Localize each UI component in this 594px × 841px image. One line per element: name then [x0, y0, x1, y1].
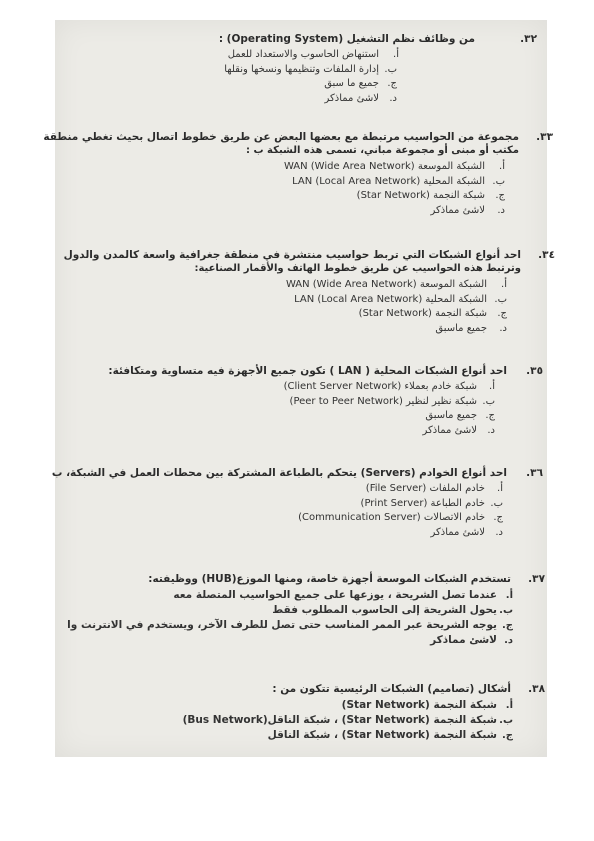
- question-33: [43, 130, 553, 218]
- option-letter: ج.: [501, 620, 513, 631]
- option: [55, 497, 547, 512]
- question-text: احد أنواع الشبكات المحلية ( LAN ) تكون جميع الأجهزة فيه متساوية ومتكافئة:: [108, 365, 507, 377]
- question-header: [55, 364, 547, 378]
- option: [55, 92, 547, 107]
- option: [55, 380, 547, 395]
- question-number: ٣٦.: [526, 467, 543, 479]
- options-list: [55, 160, 547, 218]
- option-text: شبكة النجمة (Star Network): [341, 699, 497, 711]
- option-letter: أ.: [505, 700, 513, 711]
- option-letter: د.: [495, 526, 503, 538]
- option: [55, 698, 547, 713]
- question-37: [55, 572, 547, 648]
- option-text: عندما تصل الشريحة ، يوزعها على جميع الحواسيب المتصلة معه: [173, 589, 497, 601]
- option-text: لاشئ مماذكر: [430, 634, 497, 646]
- question-text: احد أنواع الشبكات التي تربط حواسيب منتشرة في منطقة جغرافية واسعة كالمدن والدول: [63, 249, 521, 261]
- option-text: الشبكة المحلية LAN (Local Area Network): [294, 293, 487, 305]
- question-number: ٣٧.: [528, 573, 545, 585]
- question-text: مجموعة من الحواسيب مرتبطة مع بعضها البعض عن طريق خطوط اتصال بحيث تغطي منطقة: [43, 131, 519, 143]
- option-text: يوجه الشريحة عبر الممر المناسب حتى تصل للطرف الآخر، ويستخدم في الانترنت وا: [67, 619, 497, 631]
- question-number: ٣٥.: [526, 365, 543, 377]
- option: [55, 424, 547, 439]
- scanned-page: [43, 20, 555, 757]
- option-letter: د.: [389, 92, 397, 104]
- option: [55, 395, 547, 410]
- question-header: [55, 682, 547, 696]
- option: [55, 482, 547, 497]
- question-text: احد أنواع الخوادم (Servers) يتحكم بالطباعة المشتركة بين محطات العمل في الشبكة، ب: [51, 467, 507, 479]
- option-letter: ج.: [485, 410, 495, 421]
- options-list: [55, 380, 547, 438]
- question-text-continued: مكتب أو مبنى أو مجموعة مباني، تسمى هذه الشبكة ب :: [246, 145, 519, 156]
- option-text: جميع ما سبق: [324, 78, 379, 89]
- question-text: من وظائف نظم التشغيل (Operating System) :: [218, 33, 475, 45]
- option-letter: ب.: [499, 715, 513, 726]
- question-35: [55, 364, 547, 438]
- option: [55, 713, 547, 728]
- option-letter: أ.: [499, 161, 505, 172]
- option: [55, 322, 547, 337]
- option-text: يحول الشريحة إلى الحاسوب المطلوب فقط: [272, 604, 497, 616]
- option-letter: د.: [487, 424, 495, 436]
- option: [55, 48, 547, 63]
- option-letter: ج.: [495, 190, 505, 201]
- question-header: [55, 32, 547, 46]
- option-letter: ب.: [492, 175, 505, 187]
- option: [55, 160, 547, 175]
- question-34: [55, 248, 555, 336]
- question-number: ٣٣.: [536, 131, 553, 143]
- question-header: [51, 466, 547, 480]
- question-36: [51, 466, 547, 540]
- option-letter: ب.: [482, 395, 495, 407]
- option: [55, 526, 547, 541]
- option: [55, 603, 547, 618]
- option-letter: ج.: [493, 512, 503, 523]
- option-text: الشبكة المحلية LAN (Local Area Network): [292, 175, 485, 187]
- question-number: ٣٨.: [528, 683, 545, 695]
- question-text-continued: وترتبط هذه الحواسيب عن طريق خطوط الهاتف والأقمار الصناعية:: [194, 263, 521, 274]
- options-list: [55, 588, 547, 648]
- option: [55, 189, 547, 204]
- option-text: استنهاض الحاسوب والاستعداد للعمل: [227, 49, 379, 60]
- question-text: تستخدم الشبكات الموسعة أجهزة خاصة، ومنها الموزع(HUB) ووظيفته:: [148, 573, 511, 585]
- option-letter: د.: [504, 635, 513, 646]
- option-letter: د.: [499, 322, 507, 334]
- options-list: [55, 278, 547, 336]
- option: [55, 204, 547, 219]
- option-letter: أ.: [501, 279, 507, 290]
- question-header: [55, 248, 555, 276]
- option: [55, 63, 547, 78]
- option-letter: ب.: [490, 497, 503, 509]
- option-letter: أ.: [393, 49, 399, 60]
- option-letter: ب.: [384, 63, 397, 75]
- option-letter: أ.: [497, 483, 503, 494]
- option-text: الشبكة الموسعة WAN (Wide Area Network): [283, 161, 485, 172]
- option-text: شبكة نظير لنظير (Peer to Peer Network): [289, 395, 477, 407]
- option-letter: ب.: [499, 605, 513, 616]
- option: [55, 588, 547, 603]
- option-text: لاشئ مماذكر: [430, 204, 485, 216]
- option-text: جميع ماسبق: [435, 322, 487, 334]
- question-header: [55, 572, 547, 586]
- question-number: ٣٤.: [538, 249, 555, 261]
- question-32: [55, 32, 547, 106]
- option-letter: أ.: [489, 381, 495, 392]
- question-text: أشكال (تصاميم) الشبكات الرئيسية تتكون من :: [272, 683, 511, 695]
- option: [55, 728, 547, 743]
- options-list: [55, 482, 547, 540]
- option-text: خادم الاتصالات (Communication Server): [298, 512, 485, 523]
- option-text: شبكة النجمة (Star Network) ، شبكة الناقل(Bus Network): [182, 714, 497, 726]
- option: [55, 511, 547, 526]
- option: [55, 307, 547, 322]
- option: [55, 175, 547, 190]
- question-header: [43, 130, 553, 158]
- option-text: خادم الملفات (File Server): [365, 483, 485, 494]
- option-text: الشبكة الموسعة WAN (Wide Area Network): [285, 279, 487, 290]
- option-letter: ب.: [494, 293, 507, 305]
- option: [55, 409, 547, 424]
- option-letter: ج.: [387, 78, 397, 89]
- option-text: إدارة الملفات وتنظيمها ونسخها ونقلها: [224, 63, 379, 75]
- options-list: [55, 698, 547, 743]
- option: [55, 77, 547, 92]
- option: [55, 278, 547, 293]
- option-letter: د.: [497, 204, 505, 216]
- question-number: ٣٢.: [520, 33, 537, 45]
- option-text: شبكة النجمة (Star Network) ، شبكة الناقل: [267, 729, 497, 741]
- option-letter: ج.: [497, 308, 507, 319]
- option-text: خادم الطباعة (Print Server): [360, 497, 485, 509]
- option-letter: ج.: [501, 730, 513, 741]
- option: [55, 633, 547, 648]
- option: [55, 618, 547, 633]
- option: [55, 293, 547, 308]
- question-38: [55, 682, 547, 743]
- options-list: [55, 48, 547, 106]
- option-text: شبكة النجمة (Star Network): [358, 308, 487, 319]
- option-text: لاشئ مماذكر: [422, 424, 477, 436]
- option-letter: أ.: [505, 590, 513, 601]
- option-text: شبكة خادم بعملاء (Client Server Network): [283, 381, 477, 392]
- option-text: لاشئ مماذكر: [430, 526, 485, 538]
- option-text: جميع ماسبق: [425, 410, 477, 421]
- option-text: شبكة النجمة (Star Network): [356, 190, 485, 201]
- option-text: لاشئ مماذكر: [324, 92, 379, 104]
